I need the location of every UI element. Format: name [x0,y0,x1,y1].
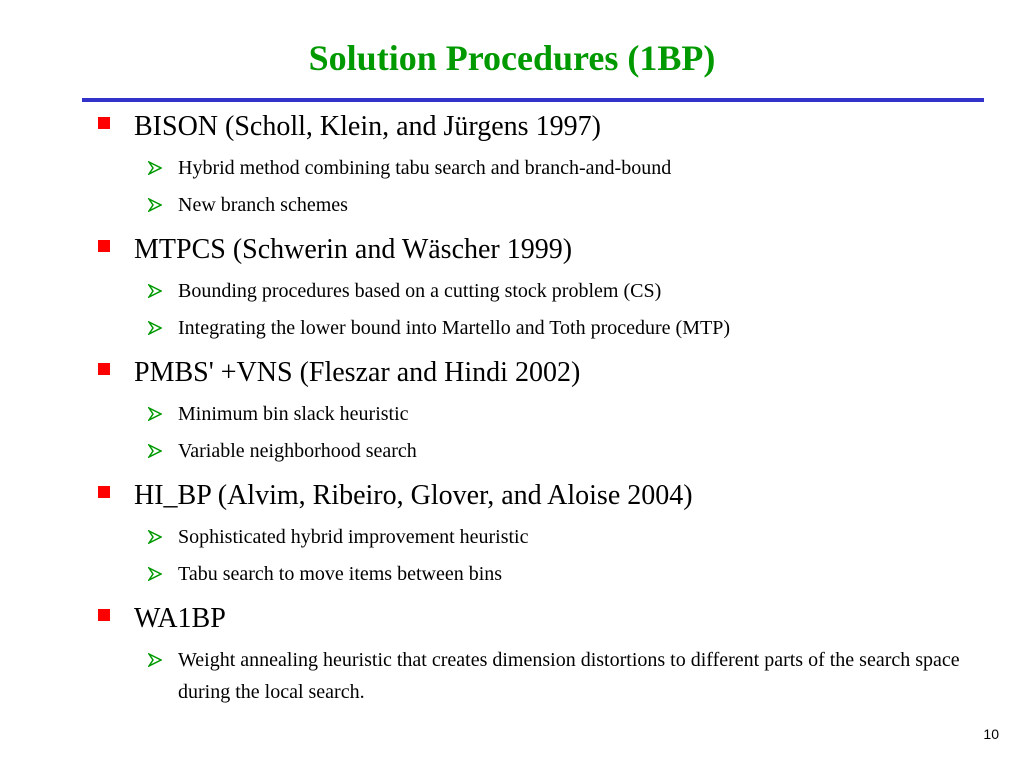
sub-bullet-item: Minimum bin slack heuristic [178,403,409,425]
bullet-item: MTPCS (Schwerin and Wäscher 1999) [134,234,573,265]
green-arrowhead-bullet-icon [148,161,162,175]
green-arrowhead-bullet-icon [148,567,162,581]
red-square-bullet-icon [98,363,110,375]
page-number: 10 [983,726,999,742]
sub-bullet-item: Variable neighborhood search [178,440,417,462]
green-arrowhead-bullet-icon [148,653,162,667]
sub-bullet-item: Sophisticated hybrid improvement heuristic [178,526,529,548]
green-arrowhead-bullet-icon [148,284,162,298]
green-arrowhead-bullet-icon [148,530,162,544]
sub-bullet-item: New branch schemes [178,194,348,216]
sub-bullet-item: Integrating the lower bound into Martello and Toth procedure (MTP) [178,317,730,339]
sub-bullet-item: Bounding procedures based on a cutting stock problem (CS) [178,280,662,302]
red-square-bullet-icon [98,117,110,129]
bullet-item: PMBS' +VNS (Fleszar and Hindi 2002) [134,357,581,388]
red-square-bullet-icon [98,486,110,498]
slide-title: Solution Procedures (1BP) [308,38,716,78]
sub-bullet-item: Weight annealing heuristic that creates dimension distortions to different parts of the search space during the local search. [178,649,960,703]
bullet-item: HI_BP (Alvim, Ribeiro, Glover, and Aloise 2004) [134,480,693,511]
green-arrowhead-bullet-icon [148,444,162,458]
green-arrowhead-bullet-icon [148,321,162,335]
green-arrowhead-bullet-icon [148,407,162,421]
bullet-item: BISON (Scholl, Klein, and Jürgens 1997) [134,111,601,142]
bullet-item: WA1BP [134,603,226,634]
sub-bullet-item: Tabu search to move items between bins [178,563,503,585]
green-arrowhead-bullet-icon [148,198,162,212]
red-square-bullet-icon [98,609,110,621]
sub-bullet-item: Hybrid method combining tabu search and branch-and-bound [178,157,672,179]
red-square-bullet-icon [98,240,110,252]
